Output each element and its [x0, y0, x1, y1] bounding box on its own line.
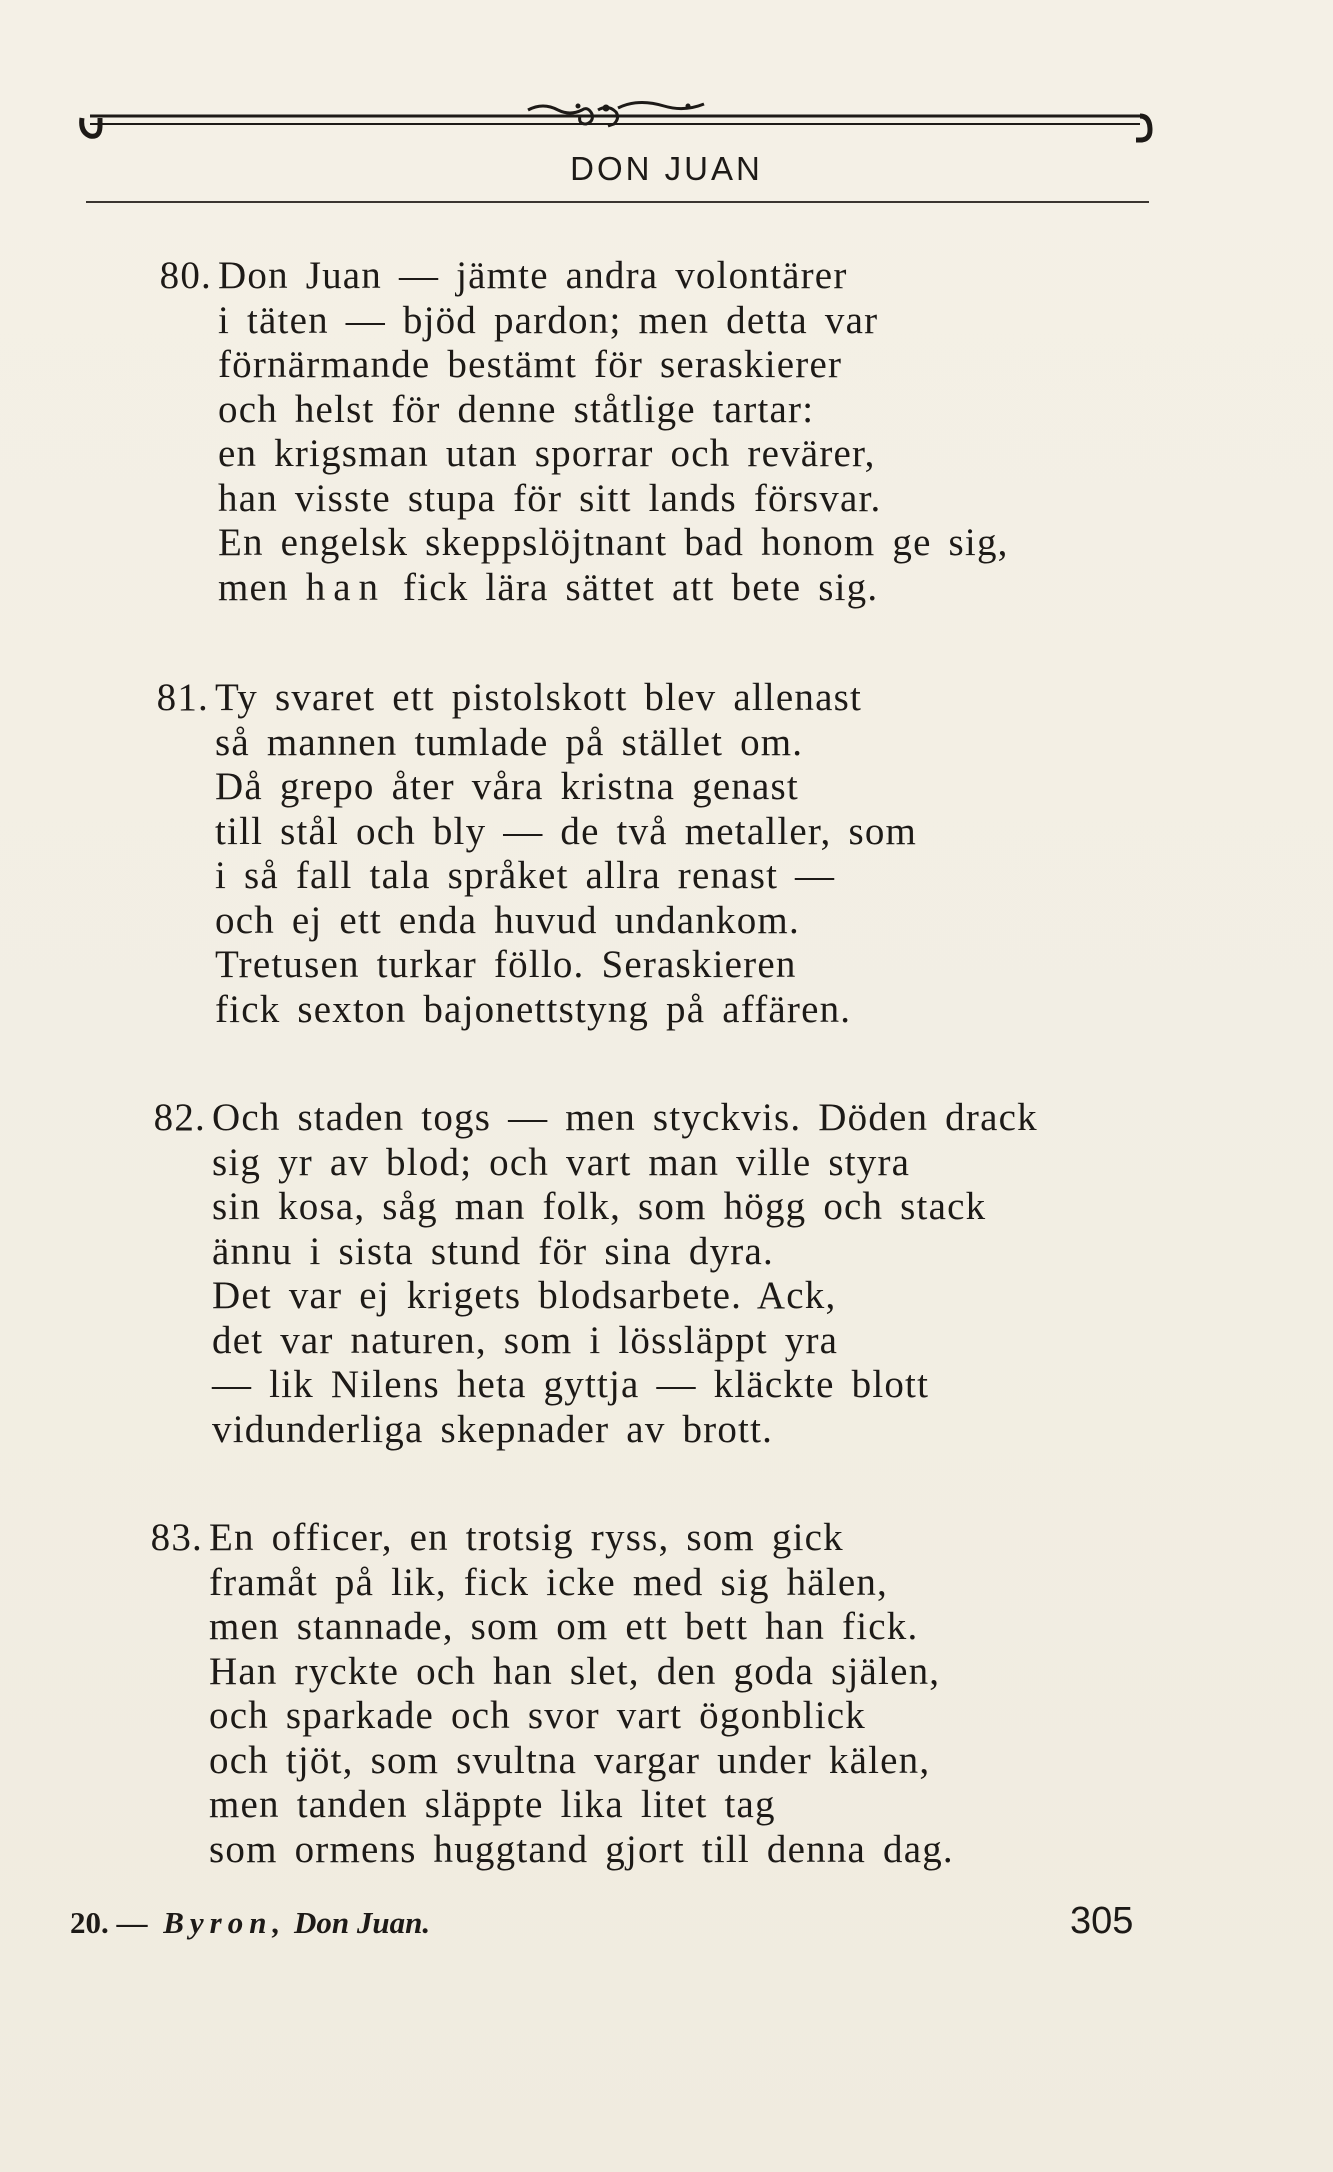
verse-line: En engelsk skeppslöjtnant bad honom ge sig,	[218, 521, 1009, 564]
stanza-number: 80.	[159, 254, 212, 297]
stanza-text	[212, 1096, 1038, 1452]
verse-line: förnärmande bestämt för seraskierer	[218, 343, 843, 386]
running-title: DON JUAN	[570, 150, 763, 187]
verse-line: en krigsman utan sporrar och revärer,	[218, 432, 876, 475]
verse-line: Han ryckte och han slet, den goda själen,	[209, 1649, 941, 1693]
verse-line: men tanden släppte lika litet tag	[209, 1783, 776, 1826]
signature-mark: 20. —	[70, 1905, 148, 1940]
verse-line: fick sexton bajonettstyng på affären.	[215, 987, 852, 1031]
verse-line: som ormens huggtand gjort till denna dag.	[209, 1827, 954, 1871]
footer-author: Byron,	[163, 1905, 287, 1940]
footer-work: Don Juan.	[294, 1905, 431, 1940]
stanza-text	[215, 676, 917, 1032]
verse-line: till stål och bly — de två metaller, som	[215, 809, 918, 853]
stanza-number: 82.	[153, 1096, 206, 1139]
verse-line: sin kosa, såg man folk, som högg och stack	[212, 1185, 987, 1228]
signature-line	[70, 1905, 430, 1941]
stanza-number: 81.	[156, 676, 209, 719]
verse-line: han visste stupa för sitt lands försvar.	[218, 476, 882, 520]
verse-line: vidunderliga skepnader av brott.	[212, 1407, 774, 1451]
verse-line: och sparkade och svor vart ögonblick	[209, 1694, 866, 1737]
stanza-text	[218, 254, 1009, 610]
verse-text: fick lära sättet att bete sig.	[386, 565, 879, 609]
verse-line: Då grepo åter våra kristna genast	[215, 765, 799, 808]
stanza-text	[209, 1516, 954, 1872]
verse-line: det var naturen, som i lössläppt yra	[212, 1318, 839, 1362]
verse-text: men	[218, 565, 306, 609]
verse-line: men stannade, som om ett bett han fick.	[209, 1605, 919, 1648]
verse-line: ännu i sista stund för sina dyra.	[212, 1229, 774, 1273]
verse-line: Och staden togs — men styckvis. Döden drack	[212, 1096, 1038, 1139]
emphasized-word: han	[305, 565, 387, 609]
verse-line: Det var ej krigets blodsarbete. Ack,	[212, 1274, 837, 1317]
header-rule	[86, 201, 1149, 203]
verse-line: och helst för denne ståtlige tartar:	[218, 387, 815, 431]
verse-line: Don Juan — jämte andra volontärer	[218, 254, 848, 297]
verse-line: och ej ett enda huvud undankom.	[215, 898, 800, 942]
verse-line: Ty svaret ett pistolskott blev allenast	[215, 676, 863, 719]
verse-line: framåt på lik, fick icke med sig hälen,	[209, 1560, 888, 1604]
verse-line: sig yr av blod; och vart man ville styra	[212, 1140, 911, 1184]
page-number: 305	[1070, 1900, 1134, 1942]
verse-line: i täten — bjöd pardon; men detta var	[218, 298, 879, 342]
verse-line: så mannen tumlade på stället om.	[215, 720, 804, 764]
verse-line: Tretusen turkar föllo. Seraskieren	[215, 943, 797, 986]
verse-line: och tjöt, som svultna vargar under kälen,	[209, 1738, 931, 1782]
stanza-number: 83.	[150, 1516, 203, 1559]
verse-line	[218, 566, 1009, 611]
verse-line: i så fall tala språket allra renast —	[215, 854, 836, 897]
verse-line: — lik Nilens heta gyttja — kläckte blott	[212, 1363, 930, 1406]
verse-line: En officer, en trotsig ryss, som gick	[209, 1516, 844, 1559]
